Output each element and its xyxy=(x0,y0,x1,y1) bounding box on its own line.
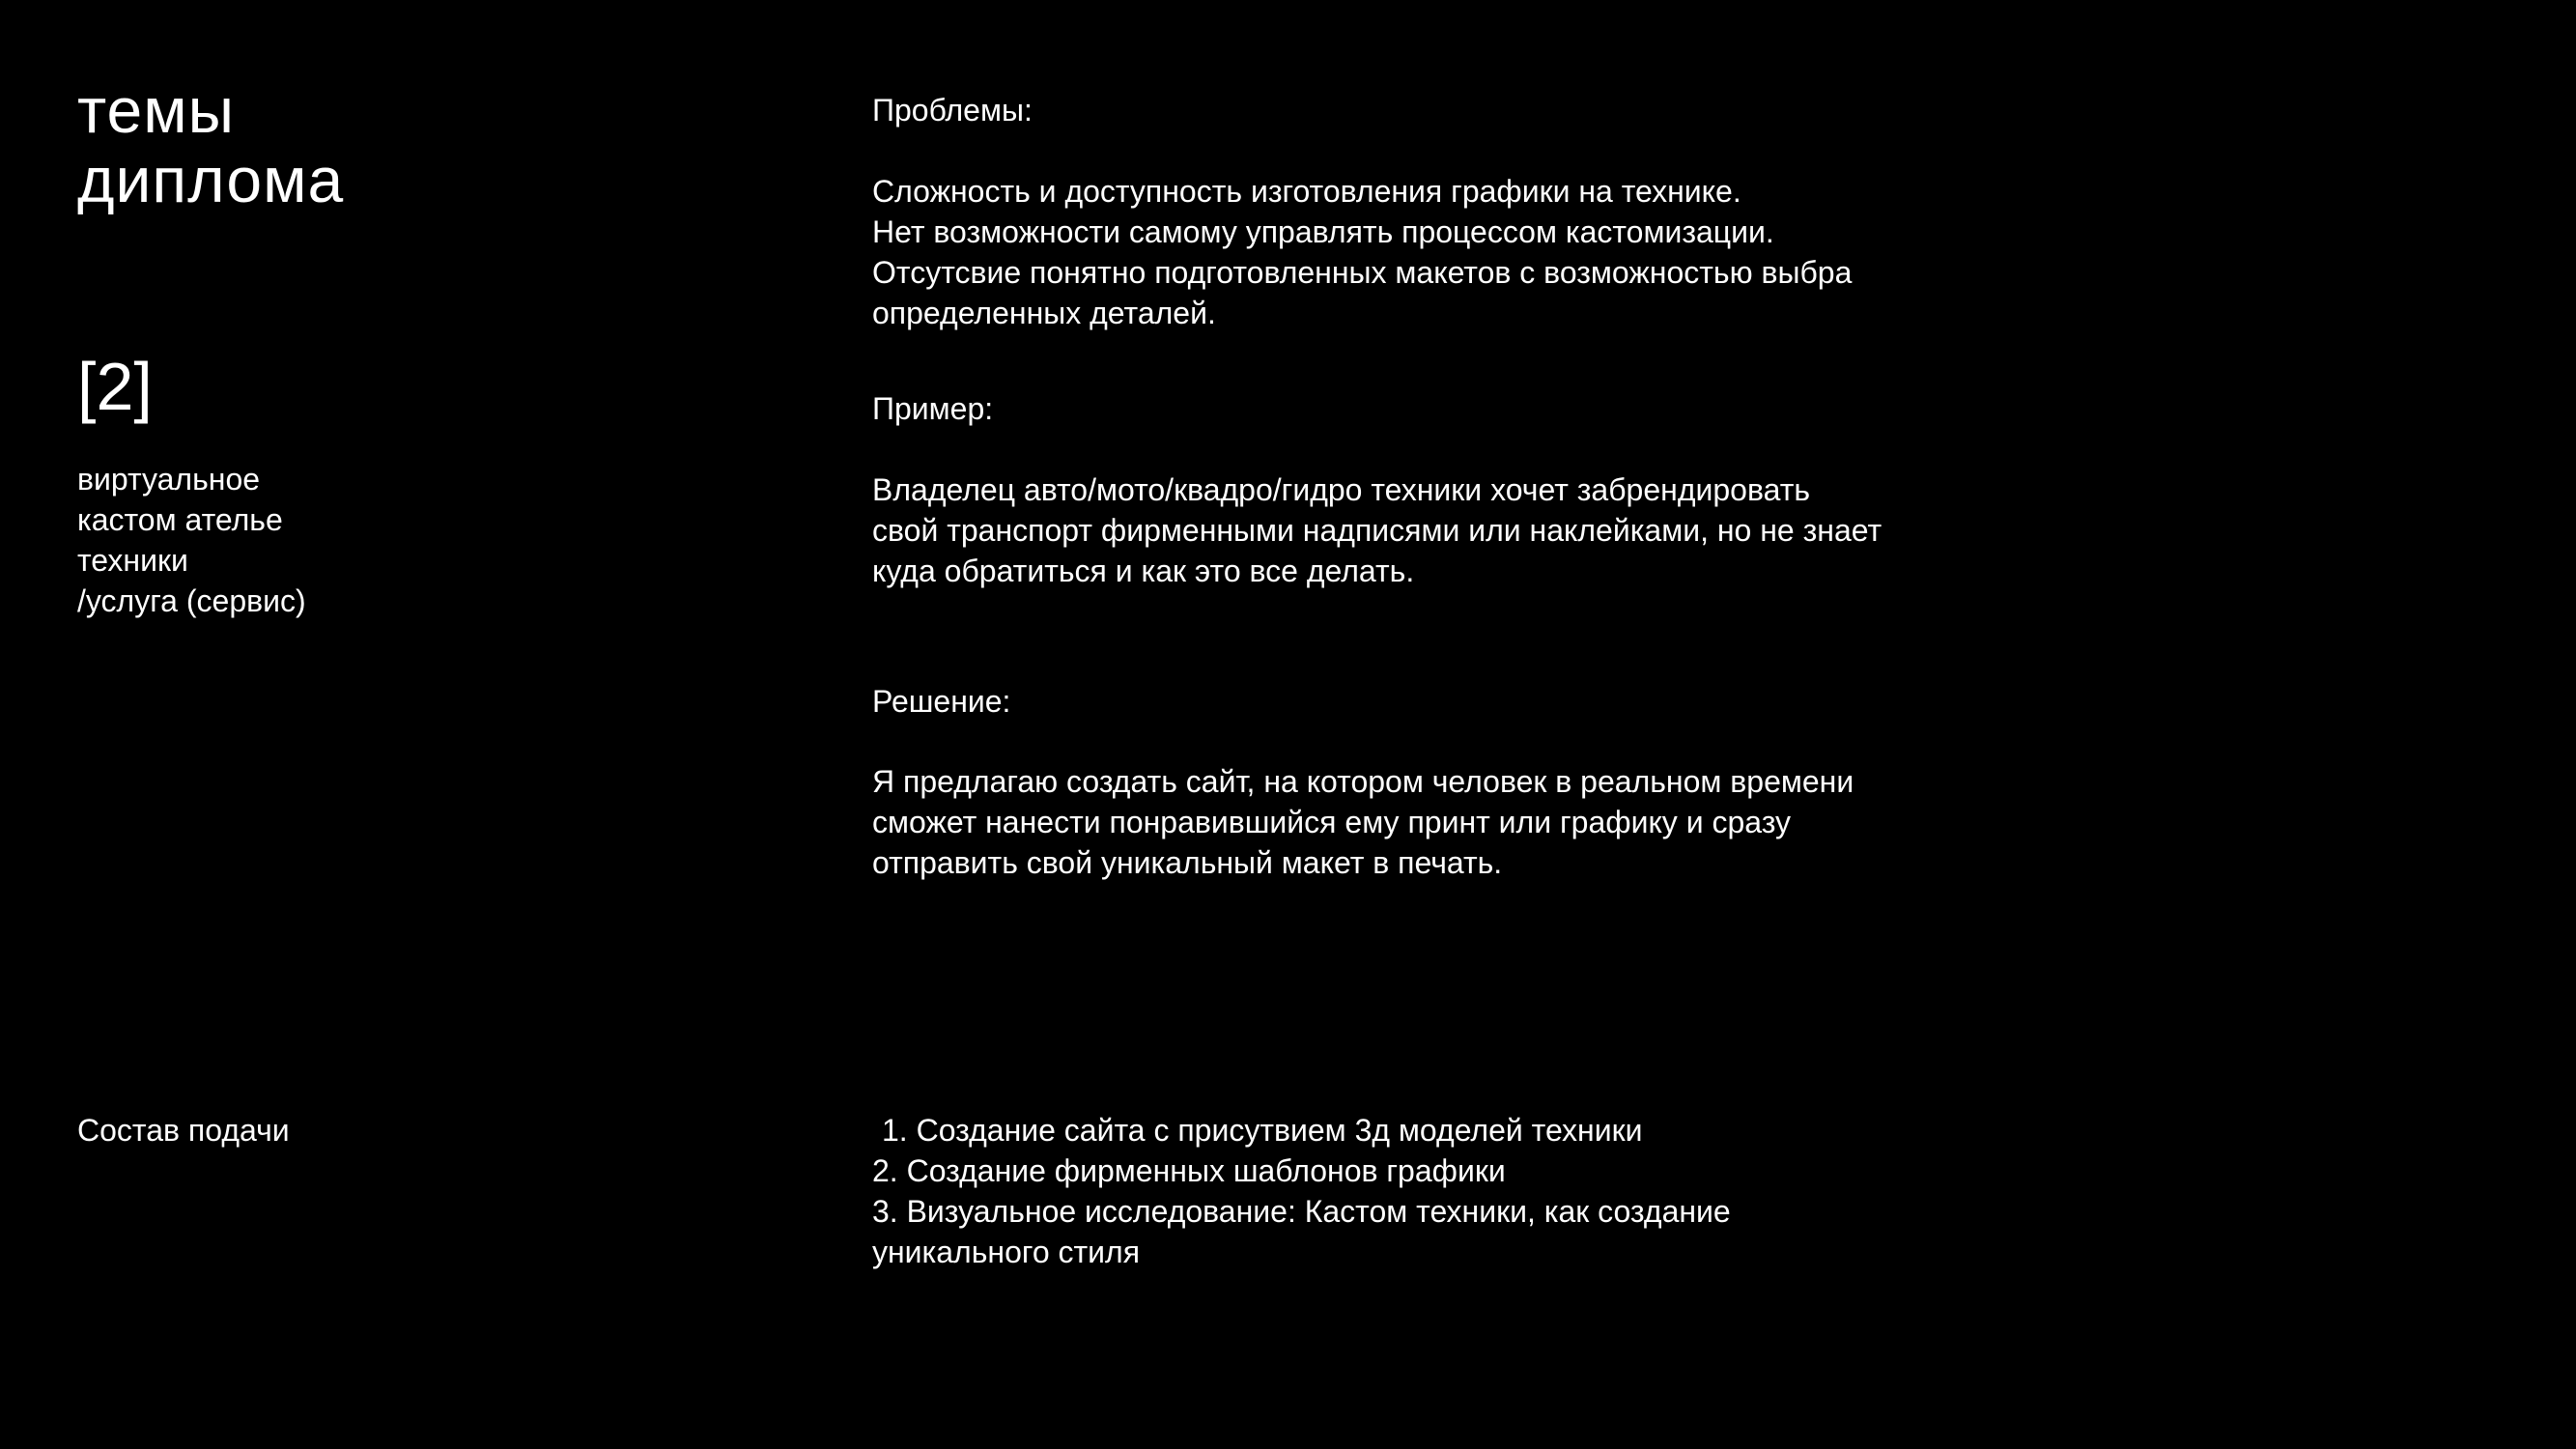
topic-subtitle-line: /услуга (сервис) xyxy=(77,583,306,618)
problems-line: Отсутсвие понятно подготовленных макетов с возможностью выбра xyxy=(872,255,1853,290)
topic-subtitle-line: кастом ателье xyxy=(77,502,283,537)
topic-number: [2] xyxy=(77,349,153,424)
problems-line: Нет возможности самому управлять процессом кастомизации. xyxy=(872,214,1774,249)
solution-line: сможет нанести понравившийся ему принт или графику и сразу xyxy=(872,805,1791,839)
problems-line: Сложность и доступность изготовления графики на технике. xyxy=(872,174,1741,209)
composition-list-item: 3. Визуальное исследование: Кастом техники, как создание xyxy=(872,1194,1731,1229)
solution-heading: Решение: xyxy=(872,684,1011,719)
example-body xyxy=(872,469,2031,591)
solution-line: отправить свой уникальный макет в печать. xyxy=(872,845,1503,880)
example-line: Владелец авто/мото/квадро/гидро техники хочет забрендировать xyxy=(872,472,1811,507)
composition-list-item: уникального стиля xyxy=(872,1235,1141,1269)
composition-list-item: 2. Создание фирменных шаблонов графики xyxy=(872,1153,1506,1188)
topic-subtitle-line: техники xyxy=(77,543,188,578)
page-title-line-1: темы xyxy=(77,74,236,146)
problems-body xyxy=(872,171,2031,333)
page-title-line-2: диплома xyxy=(77,144,345,215)
composition-list-item: 1. Создание сайта с присутвием 3д моделей техники xyxy=(882,1113,1643,1148)
example-line: свой транспорт фирменными надписями или наклейками, но не знает xyxy=(872,513,1882,548)
composition-label: Состав подачи xyxy=(77,1113,290,1148)
example-line: куда обратиться и как это все делать. xyxy=(872,554,1415,588)
topic-subtitle xyxy=(77,459,306,621)
page-title xyxy=(77,75,344,214)
example-heading: Пример: xyxy=(872,391,994,426)
problems-line: определенных деталей. xyxy=(872,296,1216,330)
solution-line: Я предлагаю создать сайт, на котором человек в реальном времени xyxy=(872,764,1854,799)
problems-heading: Проблемы: xyxy=(872,93,1033,128)
solution-body xyxy=(872,761,2031,883)
composition-list xyxy=(872,1110,2031,1272)
topic-subtitle-line: виртуальное xyxy=(77,462,261,497)
